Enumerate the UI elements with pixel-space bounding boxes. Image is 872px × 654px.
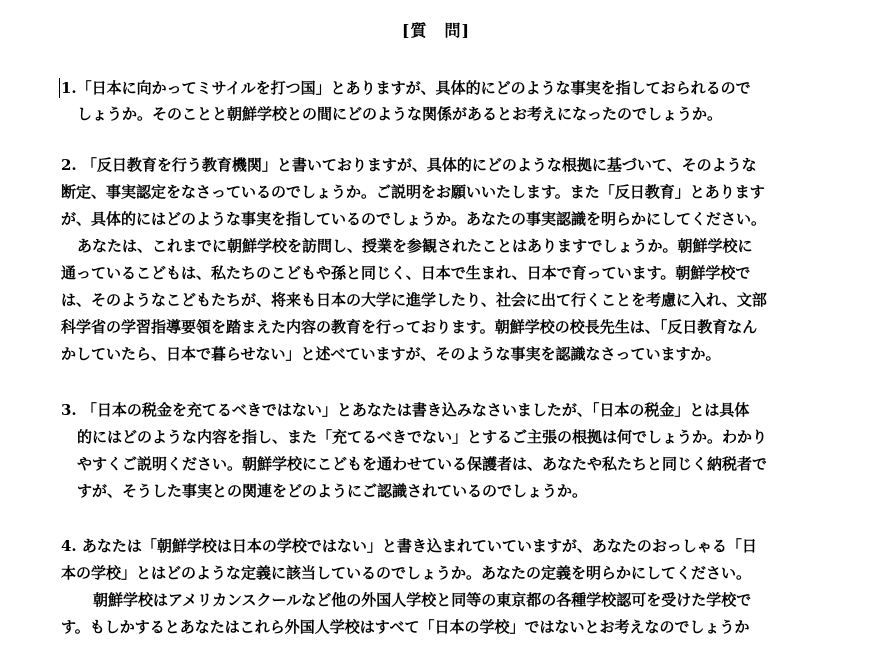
q2-line-4: あなたは、これまでに朝鮮学校を訪問し、授業を参観されたことはありますでしょうか。朝鮮学校に bbox=[77, 237, 753, 255]
q2-line-7: 科学省の学習指導要領を踏まえた内容の教育を行っております。朝鮮学校の校長先生は、「反日教育なん bbox=[61, 318, 758, 336]
q3-line-4: すが、そうした事実との関連をどのようにご認識されているのでしょうか。 bbox=[77, 482, 588, 500]
q2-line-3: が、具体的にはどのような事実を指しているのでしょうか。あなたの事実認識を明らかにしてください。 bbox=[61, 210, 767, 228]
q3-line-1: 3. 「日本の税金を充てるべきではない」とあなたは書き込みなさいましたが、「日本の税金」とは具体 bbox=[61, 401, 750, 419]
q3-line-2: 的にはどのような内容を指し、また「充てるべきでない」とするご主張の根拠は何でしょうか。わかり bbox=[77, 428, 768, 446]
text-cursor bbox=[59, 78, 60, 98]
q4-line-3: 朝鮮学校はアメリカンスクールなど他の外国人学校と同等の東京都の各種学校認可を受けた学校で bbox=[93, 591, 752, 609]
q2-line-8: かしていたら、日本で暮らせない」と述べていますが、そのような事実を認識なさっていますか。 bbox=[61, 345, 721, 363]
page-title: [質 問] bbox=[401, 21, 471, 40]
q3-line-3: やすくご説明ください。朝鮮学校にこどもを通わせている保護者は、あなたや私たちと同じく納税者で bbox=[77, 455, 768, 473]
q1-line-1: 1.「日本に向かってミサイルを打つ国」とありますが、具体的にどのような事実を指しておられるので bbox=[61, 79, 751, 97]
q2-line-6: は、そのようなこどもたちが、将来も日本の大学に進学したり、社会に出て行くことを考慮に入れ、文部 bbox=[61, 291, 767, 309]
q2-line-2: 断定、事実認定をなさっているのでしょうか。ご説明をお願いいたします。また「反日教育」とあります bbox=[61, 183, 765, 201]
q4-line-1: 4. あなたは「朝鮮学校は日本の学校ではない」と書き込まれていていますが、あなたのおっしゃる「日 bbox=[61, 537, 757, 555]
q1-line-2: しょうか。そのことと朝鮮学校との間にどのような関係があるとお考えになったのでしょうか。 bbox=[77, 105, 723, 123]
q2-line-5: 通っているこどもは、私たちのこどもや孫と同じく、日本で生まれ、日本で育っています。朝鮮学校で bbox=[61, 264, 751, 282]
q2-line-1: 2. 「反日教育を行う教育機関」と書いておりますが、具体的にどのような根拠に基づいて、そのような bbox=[61, 156, 757, 174]
q4-line-2: 本の学校」とはどのような定義に該当しているのでしょうか。あなたの定義を明らかにしてください。 bbox=[61, 564, 752, 582]
q4-line-4: す。もしかするとあなたはこれら外国人学校はすべて「日本の学校」ではないとお考えなのでしょうか bbox=[61, 618, 750, 636]
